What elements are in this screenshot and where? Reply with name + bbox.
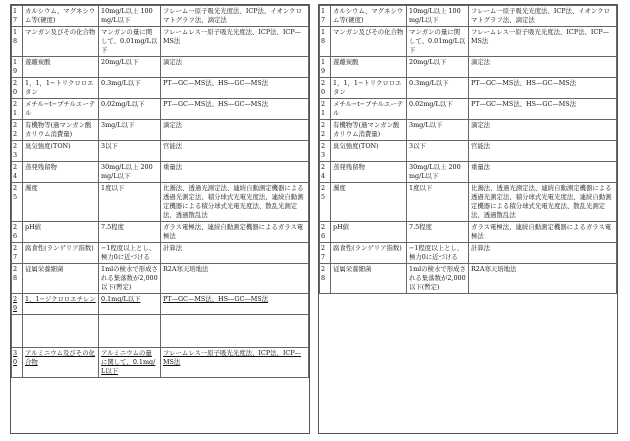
test-method: PT—GC—MS法、HS—GC—MS法 <box>471 79 577 87</box>
standard-value: 20mg/L以下 <box>101 58 139 66</box>
test-method-cell <box>161 120 309 141</box>
table-row <box>320 78 617 99</box>
test-method-cell <box>469 78 617 99</box>
item-name: 1，1，1−トリクロロエタン <box>25 79 94 96</box>
test-method: フレームレス一原子吸光光度法、ICP法、ICP—MS法 <box>471 28 610 45</box>
row-number: 23 <box>13 142 18 159</box>
row-number: 18 <box>321 28 326 45</box>
item-name: 臭気強度(TON) <box>333 142 379 150</box>
row-number: 17 <box>321 7 326 24</box>
test-method: PT—GC—MS法、HS—GC—MS法 <box>163 295 269 303</box>
standard-value-cell <box>99 183 161 222</box>
table-row <box>12 183 309 222</box>
row-number-cell <box>320 243 331 264</box>
standard-value: 20mg/L以下 <box>409 58 447 66</box>
row-number-cell <box>12 141 23 162</box>
test-method: 滴定法 <box>163 58 183 66</box>
standard-value-cell <box>99 222 161 243</box>
table-row <box>12 294 309 315</box>
empty-trailing-row <box>12 378 309 421</box>
item-name: カルシウム、マグネシウム等(硬度) <box>25 7 96 24</box>
left-standards-table <box>11 5 309 420</box>
standard-value: 3以下 <box>409 142 426 150</box>
row-number-cell <box>12 57 23 78</box>
standard-value-cell <box>99 57 161 78</box>
item-name: 遊離炭酸 <box>25 58 51 66</box>
row-number: 18 <box>13 28 18 45</box>
row-number: 28 <box>321 265 326 282</box>
standard-value: 0.02mg/L以下 <box>409 100 453 108</box>
item-name-cell <box>23 78 99 99</box>
table-row <box>320 264 617 294</box>
test-method-cell <box>161 183 309 222</box>
row-number: 25 <box>321 184 326 201</box>
left-table-sheet <box>10 4 310 434</box>
standard-value-cell <box>407 6 469 27</box>
standard-value-cell <box>407 183 469 222</box>
item-name: メチル−t−ブチルエーテル <box>333 100 404 117</box>
empty-trailing-row <box>320 294 617 417</box>
row-number-cell <box>12 120 23 141</box>
test-method-cell <box>161 141 309 162</box>
item-name-cell <box>23 57 99 78</box>
item-name-cell <box>23 183 99 222</box>
test-method: R2A寒天培地法 <box>163 265 209 273</box>
test-method: 重量法 <box>163 163 183 171</box>
standard-value: 0.1mg/L以下 <box>101 295 141 303</box>
test-method-cell <box>161 27 309 57</box>
standard-value: 0.3mg/L以下 <box>409 79 449 87</box>
test-method: 滴定法 <box>471 58 491 66</box>
item-name: pH値 <box>25 223 42 231</box>
row-number-cell <box>12 78 23 99</box>
test-method-cell <box>469 27 617 57</box>
test-method: 官能法 <box>471 142 491 150</box>
right-table-sheet <box>318 4 618 434</box>
table-row <box>320 222 617 243</box>
test-method: PT—GC—MS法、HS—GC—MS法 <box>471 100 577 108</box>
standard-value: マンガンの量に関して、0.01mg/L以下 <box>409 28 466 54</box>
row-number-cell <box>12 264 23 294</box>
test-method: R2A寒天培地法 <box>471 265 517 273</box>
standard-value: マンガンの量に関して、0.01mg/L以下 <box>101 28 158 54</box>
item-name-cell <box>331 57 407 78</box>
item-name-cell <box>23 27 99 57</box>
standard-value: 7.5程度 <box>101 223 124 231</box>
row-number-cell <box>320 27 331 57</box>
standard-value-cell <box>407 99 469 120</box>
standard-value: 3mg/L以下 <box>409 121 443 129</box>
table-row <box>12 78 309 99</box>
row-number-cell <box>12 6 23 27</box>
row-number-cell <box>320 162 331 183</box>
standard-value: 0.02mg/L以下 <box>101 100 145 108</box>
test-method: PT—GC—MS法、HS—GC—MS法 <box>163 79 269 87</box>
row-number-cell <box>320 141 331 162</box>
standard-value: 1度以下 <box>409 184 433 192</box>
row-number-cell <box>320 183 331 222</box>
standard-value-cell <box>407 243 469 264</box>
item-name: 遊離炭酸 <box>333 58 359 66</box>
row-number: 19 <box>321 58 326 75</box>
standard-value: 10mg/L以上 100mg/L以下 <box>101 7 153 24</box>
row-number: 24 <box>321 163 326 180</box>
blank-cell <box>23 315 99 348</box>
standard-value-cell <box>99 120 161 141</box>
test-method-cell <box>161 78 309 99</box>
table-row <box>320 57 617 78</box>
test-method-cell <box>469 183 617 222</box>
standard-value-cell <box>407 141 469 162</box>
row-number-cell <box>12 99 23 120</box>
test-method-cell <box>469 6 617 27</box>
table-row <box>12 99 309 120</box>
table-row <box>12 120 309 141</box>
test-method: 官能法 <box>163 142 183 150</box>
test-method-cell <box>161 57 309 78</box>
item-name-cell <box>23 222 99 243</box>
test-method-cell <box>469 120 617 141</box>
row-number: 28 <box>13 265 18 282</box>
standard-value: 1度以下 <box>101 184 125 192</box>
test-method: 比濁法、透過光測定法、連続自動測定機器による透過光測定法、積分球式光電光度法、連続自動測定機器による積分球式光電光度法、散乱光測定法、透過散乱法 <box>471 184 612 219</box>
test-method: 計算法 <box>471 244 491 252</box>
item-name: 臭気強度(TON) <box>25 142 71 150</box>
table-row <box>12 27 309 57</box>
item-name: 従属栄養細菌 <box>333 265 372 273</box>
test-method-cell <box>469 243 617 264</box>
standard-value-cell <box>99 27 161 57</box>
test-method: ガラス電極法、連続自動測定機器によるガラス電極法 <box>471 223 612 240</box>
standard-value: 0.3mg/L以下 <box>101 79 141 87</box>
table-row <box>12 222 309 243</box>
row-number-cell <box>320 120 331 141</box>
standard-value: −1程度以上とし、極力0に近づける <box>101 244 156 261</box>
item-name-cell <box>23 141 99 162</box>
test-method-cell <box>469 141 617 162</box>
empty-cell <box>320 294 617 417</box>
empty-cell <box>12 378 309 421</box>
item-name-cell <box>23 6 99 27</box>
item-name: pH値 <box>333 223 350 231</box>
right-standards-table <box>319 5 617 416</box>
row-number-cell <box>12 243 23 264</box>
test-method-cell <box>161 243 309 264</box>
standard-value-cell <box>99 162 161 183</box>
row-number: 22 <box>321 121 326 138</box>
row-number-cell <box>12 222 23 243</box>
row-number: 26 <box>13 223 18 240</box>
item-name-cell <box>23 120 99 141</box>
row-number-cell <box>320 57 331 78</box>
table-row <box>320 120 617 141</box>
standard-value: 30mg/L以上 200mg/L以下 <box>409 163 461 180</box>
table-row <box>12 141 309 162</box>
table-row <box>12 264 309 294</box>
test-method-cell <box>161 6 309 27</box>
standard-value-cell <box>99 348 161 378</box>
item-name-cell <box>23 348 99 378</box>
test-method: 滴定法 <box>471 121 491 129</box>
table-row <box>320 162 617 183</box>
test-method-cell <box>161 294 309 315</box>
standard-value-cell <box>407 78 469 99</box>
item-name-cell <box>331 162 407 183</box>
table-row <box>320 243 617 264</box>
standard-value-cell <box>99 78 161 99</box>
item-name: マンガン及びその化合物 <box>333 28 404 36</box>
row-number-cell <box>12 294 23 315</box>
test-method-cell <box>469 162 617 183</box>
table-row <box>320 183 617 222</box>
row-number: 29 <box>13 295 18 312</box>
blank-spacer-row <box>12 315 309 348</box>
test-method-cell <box>469 99 617 120</box>
item-name: 有機物等(過マンガン酸カリウム消費量) <box>333 121 400 138</box>
item-name: 1，1−ジクロロエチレン <box>25 295 96 303</box>
item-name-cell <box>331 222 407 243</box>
item-name-cell <box>331 27 407 57</box>
row-number: 27 <box>13 244 18 261</box>
item-name: 濁度 <box>25 184 38 192</box>
row-number: 27 <box>321 244 326 261</box>
test-method-cell <box>161 222 309 243</box>
row-number-cell <box>12 162 23 183</box>
standard-value-cell <box>407 57 469 78</box>
item-name-cell <box>331 141 407 162</box>
table-row <box>320 99 617 120</box>
standard-value-cell <box>99 141 161 162</box>
row-number-cell <box>12 27 23 57</box>
test-method-cell <box>161 348 309 378</box>
test-method-cell <box>469 222 617 243</box>
row-number: 25 <box>13 184 18 201</box>
test-method-cell <box>469 264 617 294</box>
standard-value-cell <box>99 243 161 264</box>
standard-value: 7.5程度 <box>409 223 432 231</box>
row-number: 22 <box>13 121 18 138</box>
standard-value: 3以下 <box>101 142 118 150</box>
standard-value-cell <box>99 99 161 120</box>
test-method-cell <box>469 57 617 78</box>
row-number-cell <box>320 99 331 120</box>
item-name-cell <box>23 264 99 294</box>
standard-value-cell <box>407 27 469 57</box>
standard-value: 3mg/L以下 <box>101 121 135 129</box>
standard-value: 1mlの検水で形成される集落数が2,000以下(暫定) <box>101 265 158 291</box>
table-row <box>320 6 617 27</box>
test-method: ガラス電極法、連続自動測定機器によるガラス電極法 <box>163 223 304 240</box>
item-name: 蒸発残留物 <box>333 163 365 171</box>
standard-value-cell <box>407 264 469 294</box>
row-number: 20 <box>13 79 18 96</box>
test-method: フレームレス一原子吸光光度法、ICP法、ICP—MS法 <box>163 28 302 45</box>
table-row <box>320 141 617 162</box>
standard-value: 30mg/L以上 200mg/L以下 <box>101 163 153 180</box>
item-name: 1，1，1−トリクロロエタン <box>333 79 402 96</box>
item-name: 有機物等(過マンガン酸カリウム消費量) <box>25 121 92 138</box>
test-method: フレーム一原子吸光光度法、ICP法、イオンクロマトグラフ法、滴定法 <box>163 7 302 24</box>
row-number: 19 <box>13 58 18 75</box>
row-number-cell <box>12 348 23 378</box>
table-row <box>12 57 309 78</box>
item-name: 濁度 <box>333 184 346 192</box>
test-method: PT—GC—MS法、HS—GC—MS法 <box>163 100 269 108</box>
standard-value: −1程度以上とし、極力0に近づける <box>409 244 464 261</box>
item-name: 腐食性(ランゲリア指数) <box>333 244 402 252</box>
standard-value-cell <box>99 264 161 294</box>
blank-cell <box>161 315 309 348</box>
blank-cell <box>12 315 23 348</box>
test-method-cell <box>161 162 309 183</box>
standard-value-cell <box>407 162 469 183</box>
test-method: 計算法 <box>163 244 183 252</box>
item-name: マンガン及びその化合物 <box>25 28 96 36</box>
standard-value-cell <box>99 6 161 27</box>
standard-value-cell <box>407 120 469 141</box>
item-name-cell <box>331 6 407 27</box>
item-name-cell <box>331 243 407 264</box>
item-name-cell <box>23 99 99 120</box>
row-number: 30 <box>13 349 18 366</box>
item-name: 蒸発残留物 <box>25 163 57 171</box>
test-method: 比濁法、透過光測定法、連続自動測定機器による透過光測定法、積分球式光電光度法、連続自動測定機器による積分球式光電光度法、散乱光測定法、透過散乱法 <box>163 184 304 219</box>
row-number: 21 <box>321 100 326 117</box>
test-method: フレーム一原子吸光光度法、ICP法、イオンクロマトグラフ法、滴定法 <box>471 7 610 24</box>
standard-value: アルミニウムの量に関して、0.1mg/L以下 <box>101 349 156 375</box>
row-number-cell <box>320 264 331 294</box>
item-name-cell <box>23 243 99 264</box>
item-name-cell <box>331 78 407 99</box>
item-name: 従属栄養細菌 <box>25 265 64 273</box>
test-method: フレームレス一原子吸光光度法、ICP法、ICP—MS法 <box>163 349 302 366</box>
item-name-cell <box>331 99 407 120</box>
standard-value-cell <box>407 222 469 243</box>
row-number: 17 <box>13 7 18 24</box>
item-name-cell <box>331 264 407 294</box>
table-row <box>12 348 309 378</box>
row-number: 20 <box>321 79 326 96</box>
row-number: 26 <box>321 223 326 240</box>
row-number: 24 <box>13 163 18 180</box>
table-row <box>320 27 617 57</box>
table-row <box>12 243 309 264</box>
row-number: 21 <box>13 100 18 117</box>
table-row <box>12 6 309 27</box>
standard-value-cell <box>99 294 161 315</box>
table-row <box>12 162 309 183</box>
test-method: 滴定法 <box>163 121 183 129</box>
item-name: 腐食性(ランゲリア指数) <box>25 244 94 252</box>
blank-cell <box>99 315 161 348</box>
item-name-cell <box>23 162 99 183</box>
test-method: 重量法 <box>471 163 491 171</box>
test-method-cell <box>161 99 309 120</box>
row-number-cell <box>12 183 23 222</box>
standard-value: 10mg/L以上 100mg/L以下 <box>409 7 461 24</box>
row-number-cell <box>320 6 331 27</box>
item-name: メチル−t−ブチルエーテル <box>25 100 96 117</box>
item-name-cell <box>331 183 407 222</box>
row-number: 23 <box>321 142 326 159</box>
item-name: アルミニウム及びその化合物 <box>25 349 95 366</box>
item-name: カルシウム、マグネシウム等(硬度) <box>333 7 404 24</box>
test-method-cell <box>161 264 309 294</box>
row-number-cell <box>320 78 331 99</box>
item-name-cell <box>23 294 99 315</box>
item-name-cell <box>331 120 407 141</box>
row-number-cell <box>320 222 331 243</box>
standard-value: 1mlの検水で形成される集落数が2,000以下(暫定) <box>409 265 466 291</box>
